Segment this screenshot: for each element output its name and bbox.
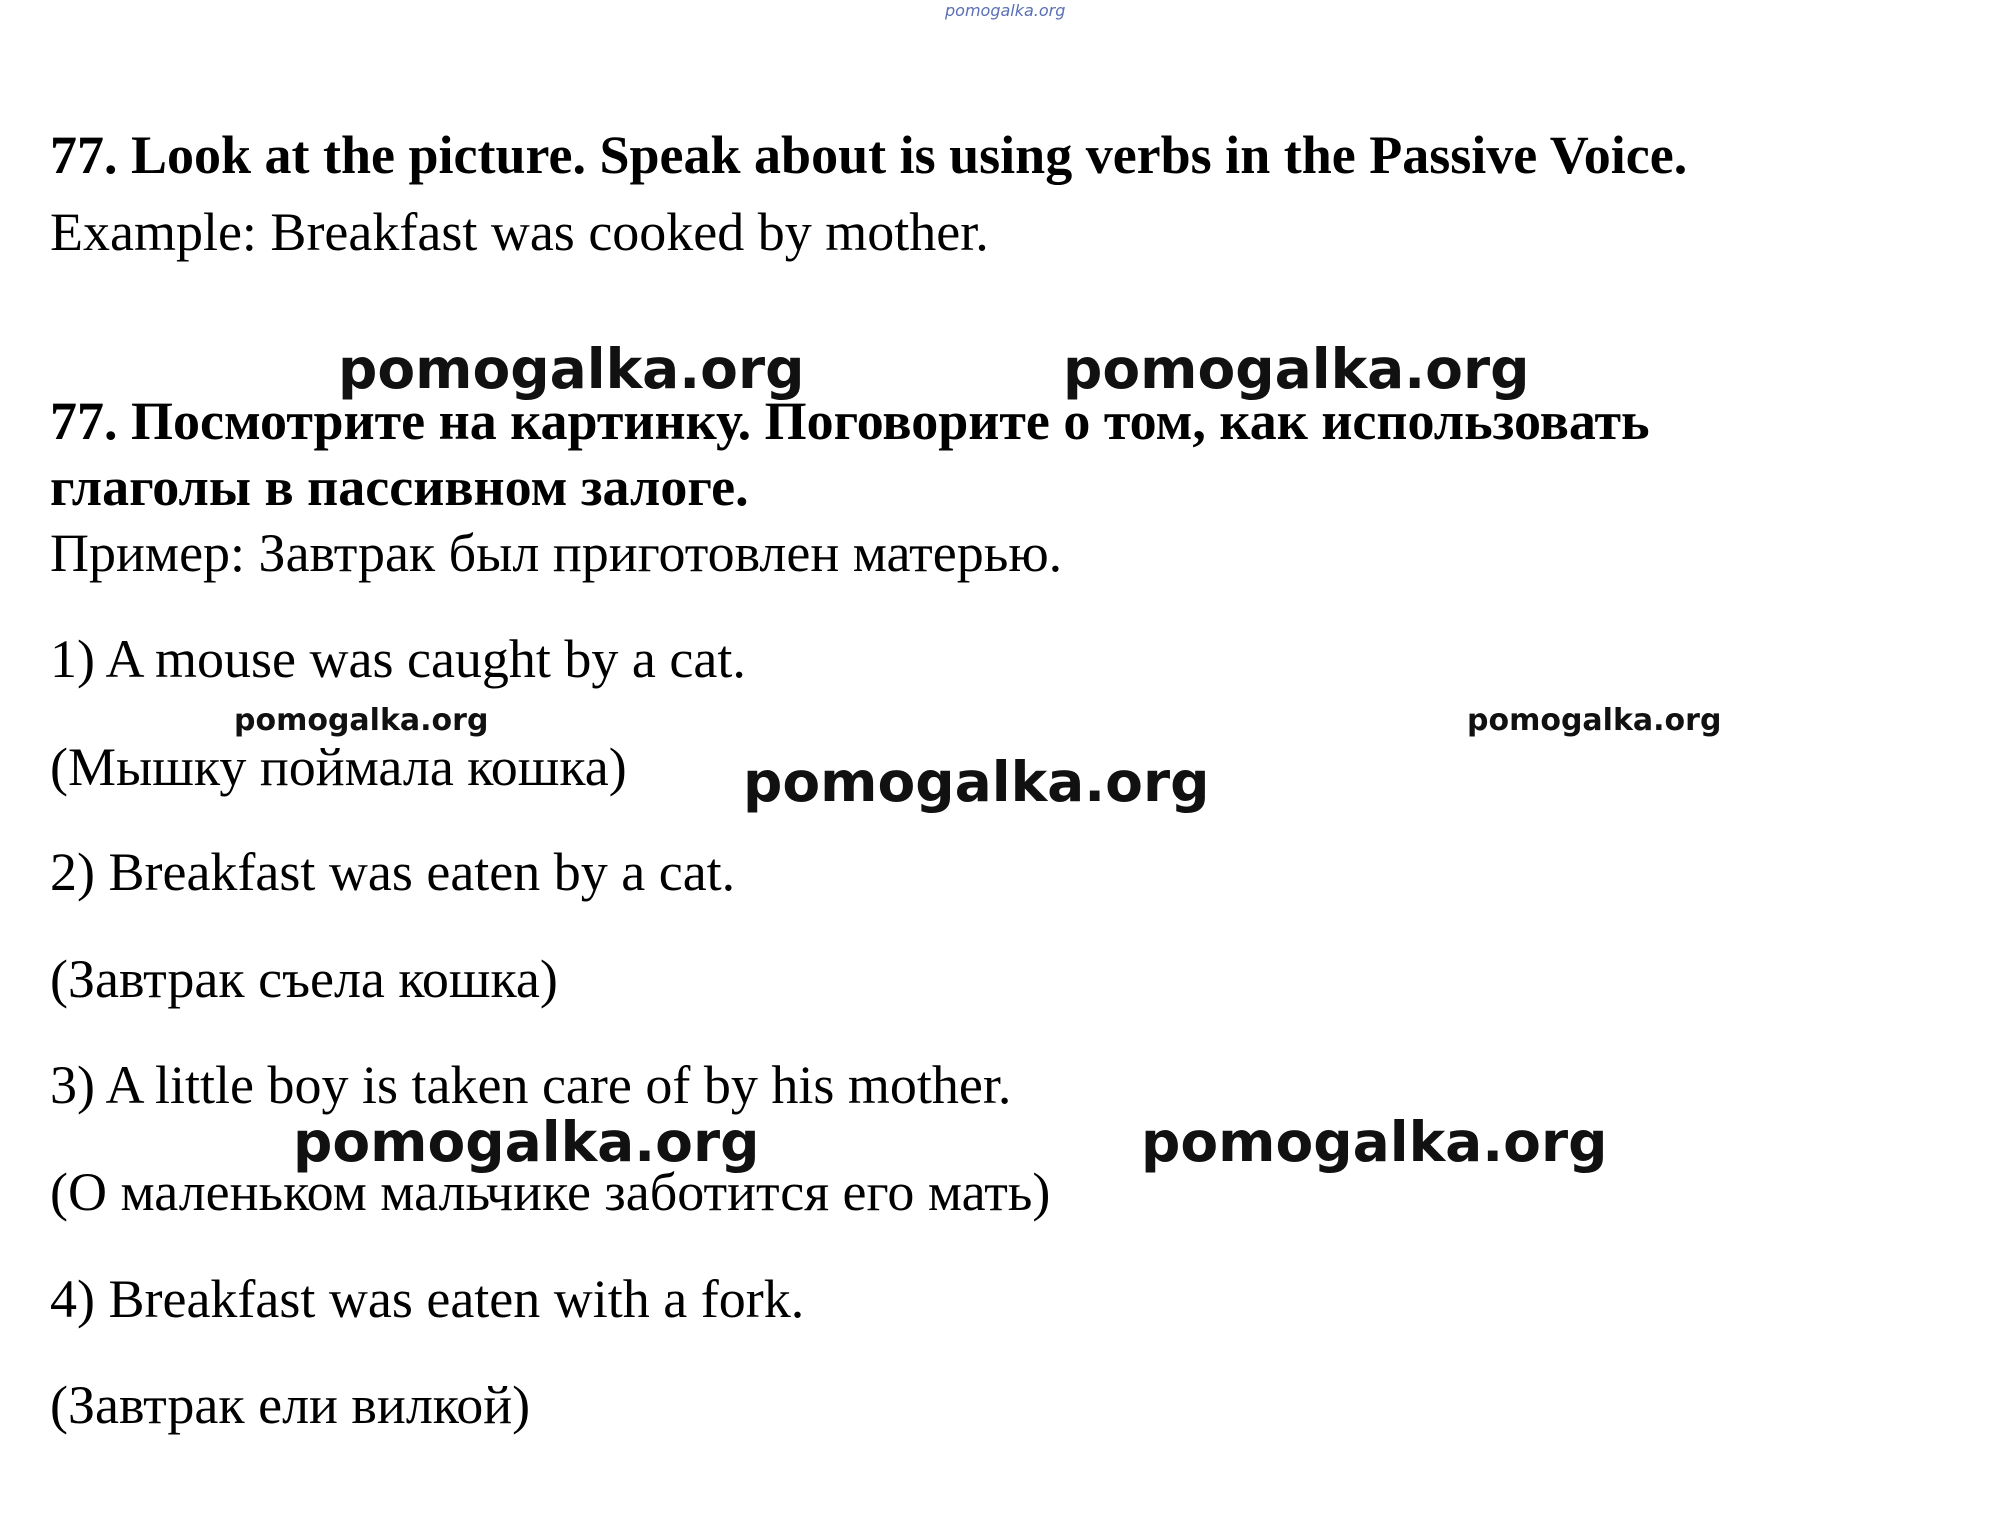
watermark: pomogalka.org bbox=[234, 703, 489, 738]
answer-en: 3) A little boy is taken care of by his mother. bbox=[50, 1055, 1012, 1115]
site-label: pomogalka.org bbox=[945, 1, 1066, 20]
answer-en: 2) Breakfast was eaten by a cat. bbox=[50, 842, 736, 902]
watermark: pomogalka.org bbox=[743, 750, 1210, 814]
watermark: pomogalka.org bbox=[338, 337, 805, 401]
task-heading-ru-line2: глаголы в пассивном залоге. bbox=[50, 457, 749, 517]
answer-en: 1) A mouse was caught by a cat. bbox=[50, 629, 746, 689]
task-example-ru: Пример: Завтрак был приготовлен матерью. bbox=[50, 523, 1063, 583]
answer-en: 4) Breakfast was eaten with a fork. bbox=[50, 1269, 805, 1329]
watermark: pomogalka.org bbox=[1063, 337, 1530, 401]
task-heading-ru-line1: 77. Посмотрите на картинку. Поговорите о том, как использовать bbox=[50, 391, 1650, 451]
answer-ru: (Мышку поймала кошка) bbox=[50, 737, 627, 797]
task-example-en: Example: Breakfast was cooked by mother. bbox=[50, 202, 989, 262]
answer-ru: (О маленьком мальчике заботится его мать) bbox=[50, 1162, 1051, 1222]
watermark: pomogalka.org bbox=[1467, 703, 1722, 738]
answer-ru: (Завтрак съела кошка) bbox=[50, 949, 558, 1009]
answer-ru: (Завтрак ели вилкой) bbox=[50, 1375, 531, 1435]
watermark: pomogalka.org bbox=[1141, 1110, 1608, 1174]
watermark: pomogalka.org bbox=[293, 1110, 760, 1174]
task-heading-en: 77. Look at the picture. Speak about is using verbs in the Passive Voice. bbox=[50, 125, 1688, 185]
